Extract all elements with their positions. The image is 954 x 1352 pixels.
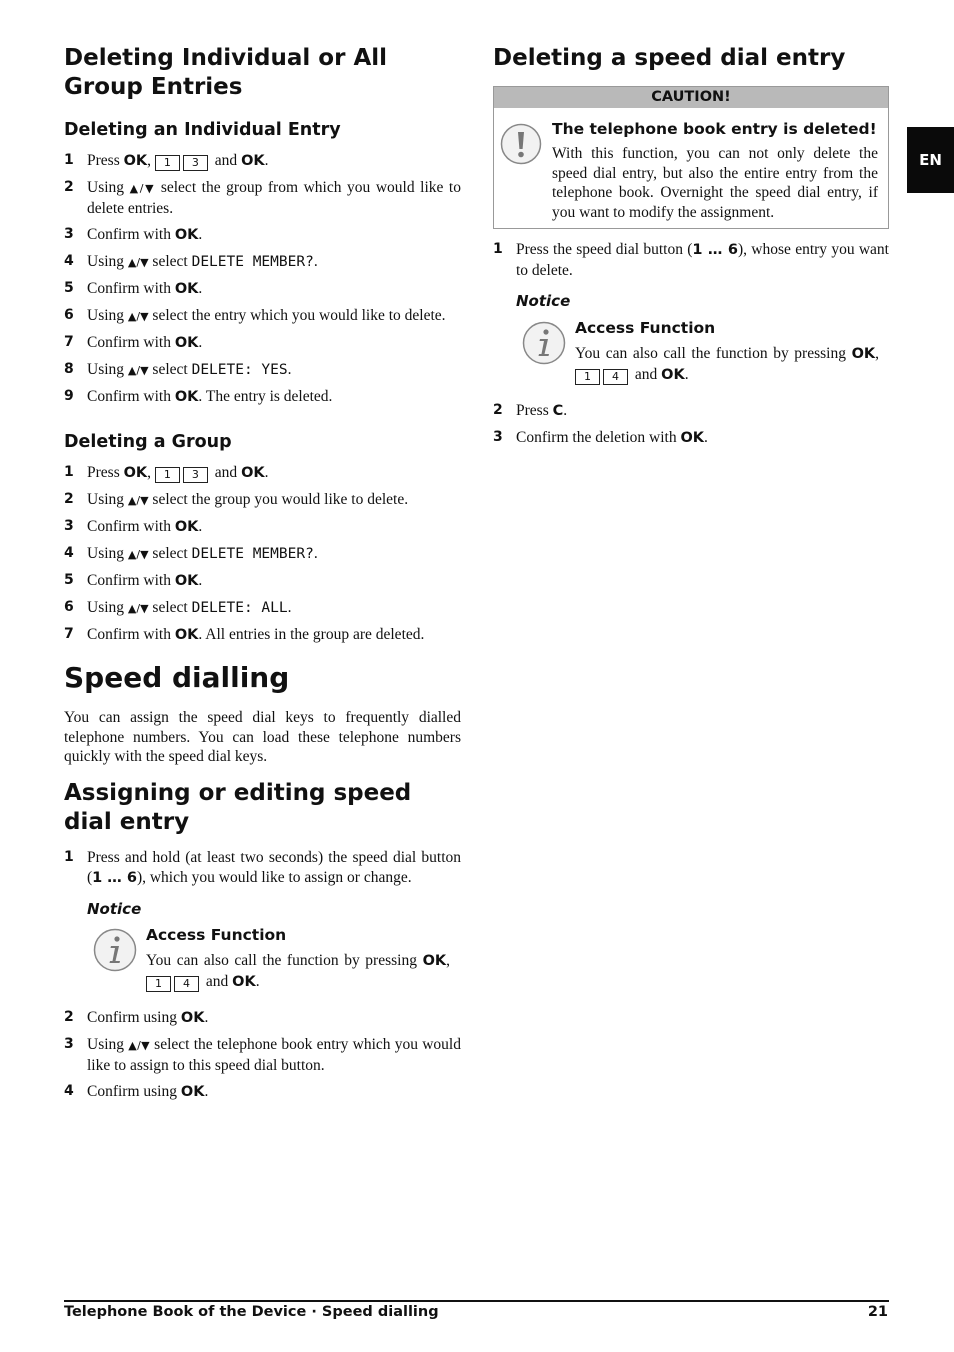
step: 3 Confirm with OK. xyxy=(64,518,203,535)
caution-box xyxy=(493,86,889,229)
key-icon: 1 xyxy=(575,369,600,385)
key-icon: 1 xyxy=(155,155,180,171)
notice-box-delete xyxy=(575,318,879,385)
section-title-assigning: Assigning or editing speed dial entry xyxy=(64,780,412,835)
exclamation-icon xyxy=(500,123,542,165)
step: 6 Using ▲/▼ select the entry which you would like to delete. xyxy=(64,306,446,324)
step: 4 Using ▲/▼ select DELETE MEMBER?. xyxy=(64,545,318,562)
step: 4 Confirm using OK. xyxy=(64,1082,209,1100)
notice-label: Notice xyxy=(87,900,142,918)
footer-chapter: Telephone Book of the Device · Speed dialling xyxy=(64,1304,439,1320)
step: 3 Confirm with OK. xyxy=(64,225,203,243)
key-icon: 3 xyxy=(183,467,208,483)
info-icon xyxy=(522,321,566,365)
step: 2 Press C. xyxy=(493,402,568,419)
caution-text: With this function, you can not only delete the speed dial entry, but also the entire entry from the telephone book. Overnight the speed dial entry, if you want to modify the assignment. xyxy=(552,145,878,221)
section-title-speed-dialling: Speed dialling xyxy=(64,661,290,694)
step: 2 Using ▲/▼ select the group you would like to delete. xyxy=(64,491,409,508)
step: 9 Confirm with OK. The entry is deleted. xyxy=(64,387,333,405)
step: 1 Press OK, 1 3 and OK. xyxy=(64,152,269,169)
step: 5 Confirm with OK. xyxy=(64,572,203,589)
key-icon: 4 xyxy=(174,976,199,992)
step: 1 Press and hold (at least two seconds) the speed dial button (1 … 6), which you would like to assign or change. xyxy=(64,849,461,886)
steps-individual xyxy=(64,151,461,414)
footer-divider xyxy=(64,1300,889,1302)
section-title-deleting-speed-dial: Deleting a speed dial entry xyxy=(493,45,846,71)
notice-label: Notice xyxy=(516,292,571,310)
step: 2 Using ▲/▼ select the group from which you would like to delete entries. xyxy=(64,179,461,217)
steps-assign-first xyxy=(64,848,461,895)
step: 1 Press the speed dial button (1 … 6), whose entry you want to delete. xyxy=(493,241,889,279)
step: 7 Confirm with OK. xyxy=(64,333,203,351)
step: 2 Confirm using OK. xyxy=(64,1009,209,1026)
caution-title: The telephone book entry is deleted! xyxy=(552,120,877,138)
step: 5 Confirm with OK. xyxy=(64,279,203,297)
steps-group xyxy=(64,463,461,652)
up-down-arrow-icon: ▲/▼ xyxy=(127,309,149,323)
step: 6 Using ▲/▼ select DELETE: ALL. xyxy=(64,599,292,616)
caution-label: CAUTION! xyxy=(494,87,888,108)
page-number: 21 xyxy=(867,1304,888,1320)
up-down-arrow-icon: ▲/▼ xyxy=(129,182,156,195)
section-title-deleting-group-entries: Deleting Individual or All Group Entries xyxy=(64,45,388,100)
up-down-arrow-icon: ▲/▼ xyxy=(127,602,149,615)
up-down-arrow-icon: ▲/▼ xyxy=(127,548,149,561)
steps-delete-first xyxy=(493,240,889,287)
step: 3 Using ▲/▼ select the telephone book entry which you would like to assign to this speed dial button. xyxy=(64,1036,461,1074)
key-icon: 4 xyxy=(603,369,628,385)
language-tab: EN xyxy=(907,127,954,193)
key-icon: 1 xyxy=(146,976,171,992)
subsection-title-individual: Deleting an Individual Entry xyxy=(64,120,341,140)
notice-text: You can also call the function by pressing OK, 1 4 and OK. xyxy=(575,345,879,383)
up-down-arrow-icon: ▲/▼ xyxy=(127,363,149,377)
key-icon: 3 xyxy=(183,155,208,171)
steps-delete-rest xyxy=(493,401,889,455)
subsection-title-group: Deleting a Group xyxy=(64,432,232,452)
step: 1 Press OK, 1 3 and OK. xyxy=(64,464,269,481)
info-icon xyxy=(93,928,137,972)
notice-box-assign xyxy=(146,925,450,992)
step: 4 Using ▲/▼ select DELETE MEMBER?. xyxy=(64,252,318,270)
notice-text: You can also call the function by pressing OK, 1 4 and OK. xyxy=(146,952,450,990)
key-icon: 1 xyxy=(155,467,180,483)
step: 3 Confirm the deletion with OK. xyxy=(493,429,708,446)
steps-assign-rest xyxy=(64,1008,461,1109)
notice-title: Access Function xyxy=(146,926,287,944)
up-down-arrow-icon: ▲/▼ xyxy=(128,1039,150,1052)
up-down-arrow-icon: ▲/▼ xyxy=(127,494,149,507)
up-down-arrow-icon: ▲/▼ xyxy=(127,255,149,269)
notice-title: Access Function xyxy=(575,319,716,337)
step: 8 Using ▲/▼ select DELETE: YES. xyxy=(64,360,292,378)
speed-dialling-intro: You can assign the speed dial keys to frequently dialled telephone numbers. You can load these telephone numbers quickly with the speed dial keys. xyxy=(64,709,461,765)
step: 7 Confirm with OK. All entries in the group are deleted. xyxy=(64,626,425,643)
